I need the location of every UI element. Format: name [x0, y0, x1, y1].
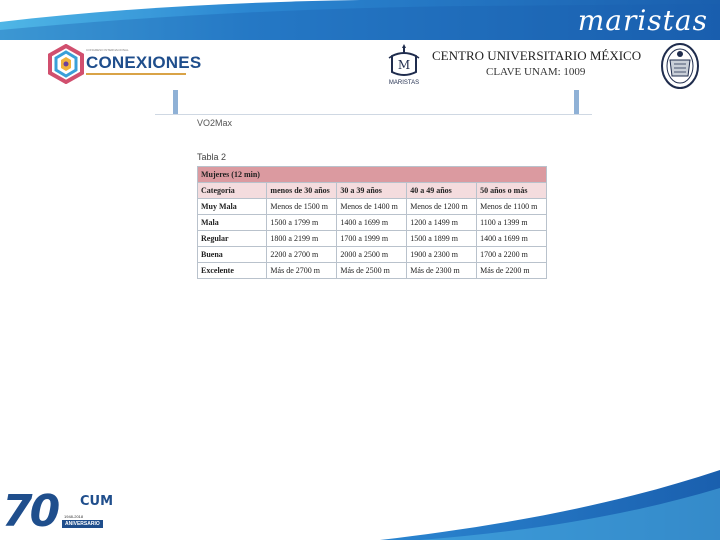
cum-mark: CUM: [80, 494, 114, 509]
conexiones-hexagon-icon: [46, 44, 86, 84]
frame-marker-right: [574, 90, 579, 114]
table-cell: Menos de 1200 m: [407, 199, 477, 215]
vo2max-table: [197, 166, 547, 279]
table-cell: Más de 2700 m: [267, 263, 337, 279]
marist-crest-label: MARISTAS: [388, 80, 420, 86]
conexiones-tagline: CONGRESO INTERNACIONAL: [86, 48, 129, 52]
table-cell: Más de 2500 m: [337, 263, 407, 279]
table-cell: Menos de 1500 m: [267, 199, 337, 215]
anniversary-number: 70: [2, 486, 58, 537]
conexiones-underline: [86, 73, 186, 75]
column-header: 40 a 49 años: [407, 183, 477, 199]
column-header: menos de 30 años: [267, 183, 337, 199]
conexiones-logo: [46, 44, 202, 86]
conexiones-wordmark: CONEXIONES: [86, 53, 202, 72]
table-row: [198, 231, 547, 247]
row-category: Buena: [198, 247, 267, 263]
column-header: 50 años o más: [477, 183, 547, 199]
unam-seal-icon: [660, 42, 700, 90]
table-cell: Más de 2300 m: [407, 263, 477, 279]
marist-crest: [386, 42, 422, 88]
school-name: CENTRO UNIVERSITARIO MÉXICO: [432, 48, 642, 63]
table-cell: 1700 a 1999 m: [337, 231, 407, 247]
anniversary-logo: [2, 486, 114, 537]
marist-crest-icon: [386, 42, 422, 80]
column-header: Categoría: [198, 183, 267, 199]
anniversary-years: 1948-2018: [64, 514, 84, 519]
table-title: Mujeres (12 min): [198, 167, 547, 183]
row-category: Mala: [198, 215, 267, 231]
table-row: [198, 247, 547, 263]
table-header-row: [198, 183, 547, 199]
table-cell: 1500 a 1899 m: [407, 231, 477, 247]
table-cell: Más de 2200 m: [477, 263, 547, 279]
table-cell: 1100 a 1399 m: [477, 215, 547, 231]
table-cell: 1500 a 1799 m: [267, 215, 337, 231]
anniversary-label: ANIVERSARIO: [62, 520, 103, 528]
table-cell: 2000 a 2500 m: [337, 247, 407, 263]
table-row: [198, 199, 547, 215]
table-cell: Menos de 1400 m: [337, 199, 407, 215]
table-cell: 1200 a 1499 m: [407, 215, 477, 231]
header-band: [0, 0, 720, 40]
table-cell: 1900 a 2300 m: [407, 247, 477, 263]
table-cell: Menos de 1100 m: [477, 199, 547, 215]
frame-marker-left: [173, 90, 178, 114]
column-header: 30 a 39 años: [337, 183, 407, 199]
table-caption: Tabla 2: [197, 152, 227, 162]
row-category: Muy Mala: [198, 199, 267, 215]
frame-line: [155, 114, 592, 115]
maristas-wordmark: maristas: [577, 4, 708, 37]
row-category: Excelente: [198, 263, 267, 279]
table-row: [198, 215, 547, 231]
row-category: Regular: [198, 231, 267, 247]
table-cell: 1400 a 1699 m: [337, 215, 407, 231]
table-cell: 2200 a 2700 m: [267, 247, 337, 263]
svg-text:M: M: [397, 58, 411, 72]
table-cell: 1400 a 1699 m: [477, 231, 547, 247]
table-title-row: [198, 167, 547, 183]
table-cell: 1800 a 2199 m: [267, 231, 337, 247]
school-clave: CLAVE UNAM: 1009: [486, 66, 586, 78]
table-row: [198, 263, 547, 279]
table-cell: 1700 a 2200 m: [477, 247, 547, 263]
section-label: VO2Max: [197, 118, 233, 128]
